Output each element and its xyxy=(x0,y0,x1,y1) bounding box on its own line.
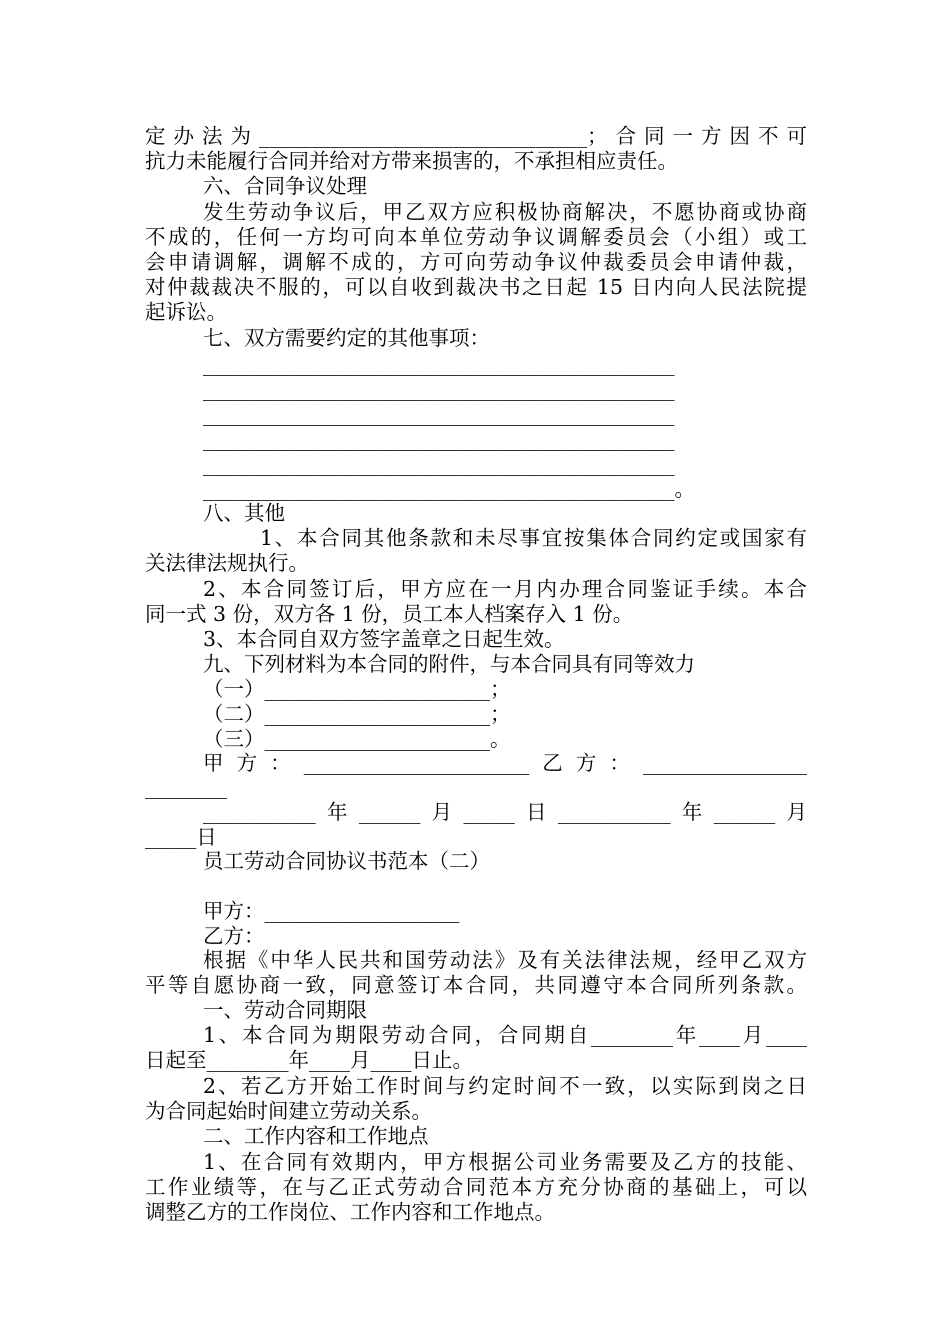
text-line: 对仲裁裁决不服的，可以自收到裁决书之日起 15 日内向人民法院提 xyxy=(145,275,807,299)
text-line: 乙方： xyxy=(203,924,265,948)
text-line: 甲方：___________________ xyxy=(203,899,460,923)
text-line: 日起至________年____月____日止。 xyxy=(145,1048,473,1072)
text-line: 3、本合同自双方签字盖章之日起生效。 xyxy=(203,627,565,651)
text-line: 抗力未能履行合同并给对方带来损害的，不承担相应责任。 xyxy=(145,149,678,173)
text-line: 2、本合同签订后，甲方应在一月内办理合同鉴证手续。本合 xyxy=(203,577,807,601)
text-line: ______________________________________________ xyxy=(203,427,675,451)
text-line: ______________________________________________ xyxy=(203,352,675,376)
text-line: 调整乙方的工作岗位、工作内容和工作地点。 xyxy=(145,1200,555,1224)
text-line: 发生劳动争议后，甲乙双方应积极协商解决，不愿协商或协商 xyxy=(203,200,807,224)
text-line: 关法律法规执行。 xyxy=(145,551,309,575)
text-line: 八、其他 xyxy=(203,501,285,525)
text-line: 平等自愿协商一致，同意签订本合同，共同遵守本合同所列条款。 xyxy=(145,973,807,997)
text-line: _____日 xyxy=(145,825,217,849)
text-line: ___________年______月_____日___________年______月 xyxy=(203,800,807,824)
text-line: 定办法为________________________________；合同一方因不可 xyxy=(145,124,807,148)
text-line: 1、本合同其他条款和未尽事宜按集体合同约定或国家有 xyxy=(260,526,807,550)
text-line: （三）______________________。 xyxy=(203,727,511,751)
text-line: 一、劳动合同期限 xyxy=(203,998,367,1022)
text-line: （一）______________________； xyxy=(203,677,511,701)
text-line: ______________________________________________ xyxy=(203,377,675,401)
text-line: 1、本合同为期限劳动合同，合同期自________年____月____ xyxy=(203,1023,807,1047)
text-line: 不成的，任何一方均可向本单位劳动争议调解委员会（小组）或工 xyxy=(145,225,807,249)
text-line: ______________________________________________ xyxy=(203,452,675,476)
text-line: 二、工作内容和工作地点 xyxy=(203,1124,429,1148)
text-line: 为合同起始时间建立劳动关系。 xyxy=(145,1099,432,1123)
text-line: 员工劳动合同协议书范本（二） xyxy=(203,849,490,873)
text-line: 同一式 3 份，双方各 1 份，员工本人档案存入 1 份。 xyxy=(145,602,634,626)
text-line: ______________________________________________。 xyxy=(203,477,695,501)
text-line: 工作业绩等，在与乙正式劳动合同范本方充分协商的基础上，可以 xyxy=(145,1175,807,1199)
text-line: 六、合同争议处理 xyxy=(203,174,367,198)
text-line: ________ xyxy=(145,775,227,799)
text-line: 九、下列材料为本合同的附件，与本合同具有同等效力 xyxy=(203,652,695,676)
text-line: 1、在合同有效期内，甲方根据公司业务需要及乙方的技能、 xyxy=(203,1150,807,1174)
text-line: ______________________________________________ xyxy=(203,402,675,426)
text-line: 甲方：______________________乙方：________________ xyxy=(203,751,807,775)
text-line: 根据《中华人民共和国劳动法》及有关法律法规，经甲乙双方 xyxy=(203,948,807,972)
text-line: （二）______________________； xyxy=(203,702,511,726)
text-line: 七、双方需要约定的其他事项： xyxy=(203,326,490,350)
text-line: 会申请调解，调解不成的，方可向劳动争议仲裁委员会申请仲裁， xyxy=(145,250,807,274)
text-line: 2、若乙方开始工作时间与约定时间不一致，以实际到岗之日 xyxy=(203,1074,807,1098)
text-line: 起诉讼。 xyxy=(145,300,227,324)
